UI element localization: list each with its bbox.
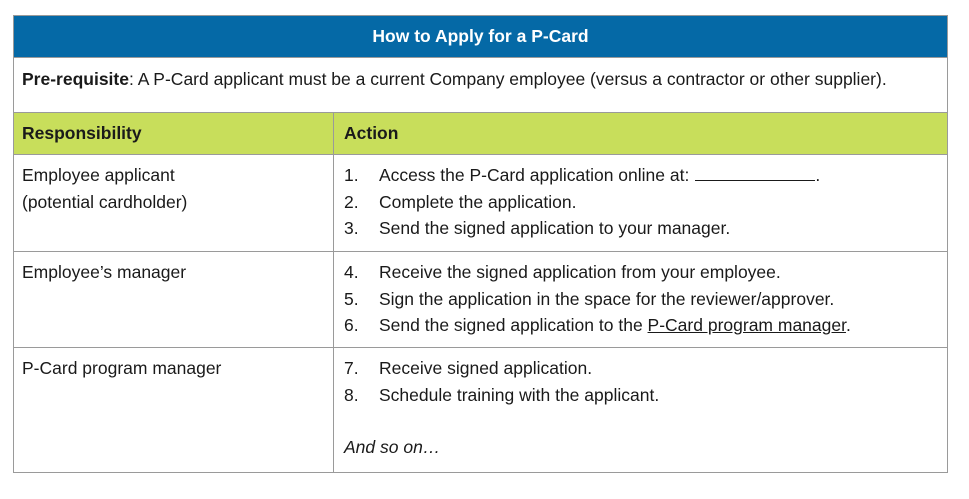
prerequisite-label: Pre-requisite [22, 69, 129, 89]
prerequisite-note [14, 58, 947, 113]
action-cell [334, 252, 947, 347]
step-number: 3. [344, 218, 359, 238]
step-number: 2. [344, 191, 359, 212]
step-text: Schedule training with the applicant. [379, 384, 660, 405]
table-header-row [14, 113, 947, 155]
action-cell [334, 348, 947, 472]
program-manager-link[interactable]: P-Card program manager [647, 315, 846, 335]
header-responsibility: Responsibility [14, 113, 334, 154]
responsibility-text: P-Card program manager [22, 358, 222, 378]
responsibility-text: Employee’s manager [22, 262, 187, 282]
step-item [344, 189, 939, 216]
step-number: 7. [344, 358, 359, 378]
url-blank-field [695, 162, 815, 181]
step-item [344, 355, 939, 382]
step-text: Access the P-Card application online at: . [379, 162, 820, 189]
step-item [344, 162, 939, 189]
step-text: Send the signed application to the P-Card program manager. [379, 315, 851, 335]
table-row [14, 252, 947, 348]
responsibility-subtext: (potential cardholder) [22, 191, 188, 212]
table-row [14, 155, 947, 252]
step-text: Receive signed application. [379, 358, 593, 378]
step-item [344, 382, 939, 409]
step-number: 4. [344, 262, 359, 282]
step-number: 6. [344, 315, 359, 335]
table-row [14, 348, 947, 472]
action-cell [334, 155, 947, 251]
responsibility-cell [14, 252, 334, 347]
continuation-note: And so on… [344, 437, 441, 457]
table-title: How to Apply for a P-Card [14, 16, 947, 58]
step-number: 1. [344, 165, 359, 185]
step-text: Send the signed application to your manager. [379, 218, 731, 238]
step-text: Receive the signed application from your employee. [379, 262, 781, 282]
step-item [344, 312, 939, 339]
responsibility-cell [14, 155, 334, 251]
prerequisite-text: : A P-Card applicant must be a current Company employee (versus a contractor or other supplier). [128, 69, 887, 89]
responsibility-cell [14, 348, 334, 472]
step-text: Complete the application. [379, 191, 577, 212]
step-item [344, 215, 939, 242]
procedure-table [13, 15, 948, 473]
step-text: Sign the application in the space for the reviewer/approver. [379, 288, 835, 309]
step-number: 8. [344, 384, 359, 405]
step-item [344, 259, 939, 286]
step-number: 5. [344, 288, 359, 309]
responsibility-text: Employee applicant [22, 165, 175, 185]
step-item [344, 286, 939, 313]
header-action: Action [344, 123, 399, 144]
